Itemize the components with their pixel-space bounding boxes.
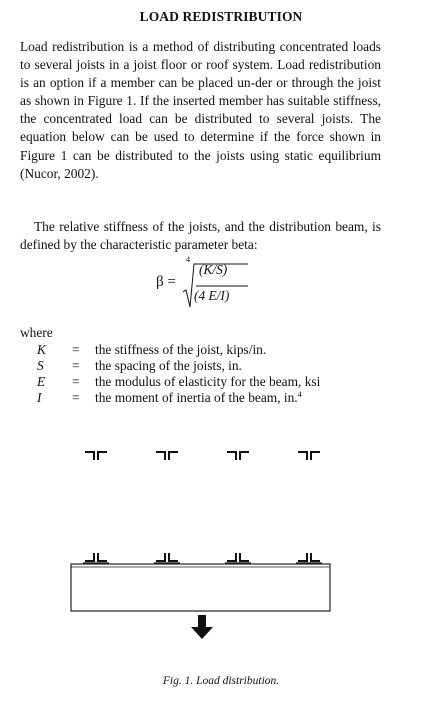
definition-equals: = xyxy=(72,374,80,389)
equation-numerator xyxy=(199,262,227,278)
bottom-joist-chords xyxy=(83,553,322,563)
definition-symbol: K xyxy=(37,342,46,357)
bottom-chord-icon xyxy=(227,553,249,561)
definition-equals: = xyxy=(72,358,80,373)
definition-symbol: S xyxy=(37,358,44,373)
definition-text: the modulus of elasticity for the beam, ksi xyxy=(95,374,321,389)
definition-text: the spacing of the joists, in. xyxy=(95,358,242,373)
top-chord-icon xyxy=(298,452,320,460)
paragraph-1-part-b: der or through the joist as shown in Figure 1. If the inserted member has suitable stiffness, the concentrated load can be distributed to several joists. The equation below can be used to determine if the force shown in Figure 1 can be distributed to the joists using static equilibrium (Nucor, 2002). xyxy=(20,75,381,181)
where-label: where xyxy=(20,325,53,340)
equation-lhs: β = xyxy=(156,274,176,290)
root-index: 4 xyxy=(186,255,190,264)
load-distribution-figure xyxy=(0,430,442,660)
definition-text xyxy=(95,390,302,406)
distribution-beam xyxy=(71,564,330,611)
beta-equation xyxy=(150,255,300,312)
section-heading: LOAD REDISTRIBUTION xyxy=(139,9,303,24)
bottom-chord-icon xyxy=(85,553,107,561)
definition-symbol: E xyxy=(37,374,46,389)
definition-symbol: I xyxy=(37,390,42,405)
equation-denominator xyxy=(194,288,229,304)
top-chord-icon xyxy=(156,452,178,460)
paragraph-2: The relative stiffness of the joists, and the distribution beam, is defined by the characteristic parameter beta: xyxy=(20,219,381,253)
paragraph-1-part-a: Load redistribution is a method of distributing concentrated loads to several joists in a joist floor or roof system. Load redistribution is an option if a member can be placed un xyxy=(20,39,381,91)
figure-caption: Fig. 1. Load distribution. xyxy=(162,675,280,687)
definition-equals: = xyxy=(72,342,80,357)
top-joist-chords xyxy=(85,452,320,460)
definition-equals: = xyxy=(72,390,80,405)
load-arrow-icon xyxy=(191,615,213,639)
bottom-chord-icon xyxy=(298,553,320,561)
bottom-chord-icon xyxy=(156,553,178,561)
definition-superscript: 4 xyxy=(297,390,302,399)
top-chord-icon xyxy=(227,452,249,460)
top-chord-icon xyxy=(85,452,107,460)
denominator-text: (4 E/I) xyxy=(194,288,230,303)
definition-text: the stiffness of the joist, kips/in. xyxy=(95,342,267,357)
paragraph-1: Load redistribution is a method of distributing concentrated loads to several joists in a joist floor or roof system. Load redistribution is an option if a member can be placed un-​der or through the joist as shown in Figure 1. If the inserted member has suitable stiffness, the concentrated load can be distributed to several joists. The equation below can be used to determine if the force shown in Figure 1 can be distributed to the joists using static equilibrium (Nucor, 2002). xyxy=(20,39,381,181)
definition-text-main: the moment of inertia of the beam, in. xyxy=(95,390,298,405)
numerator-text: (K/S) xyxy=(199,262,228,277)
